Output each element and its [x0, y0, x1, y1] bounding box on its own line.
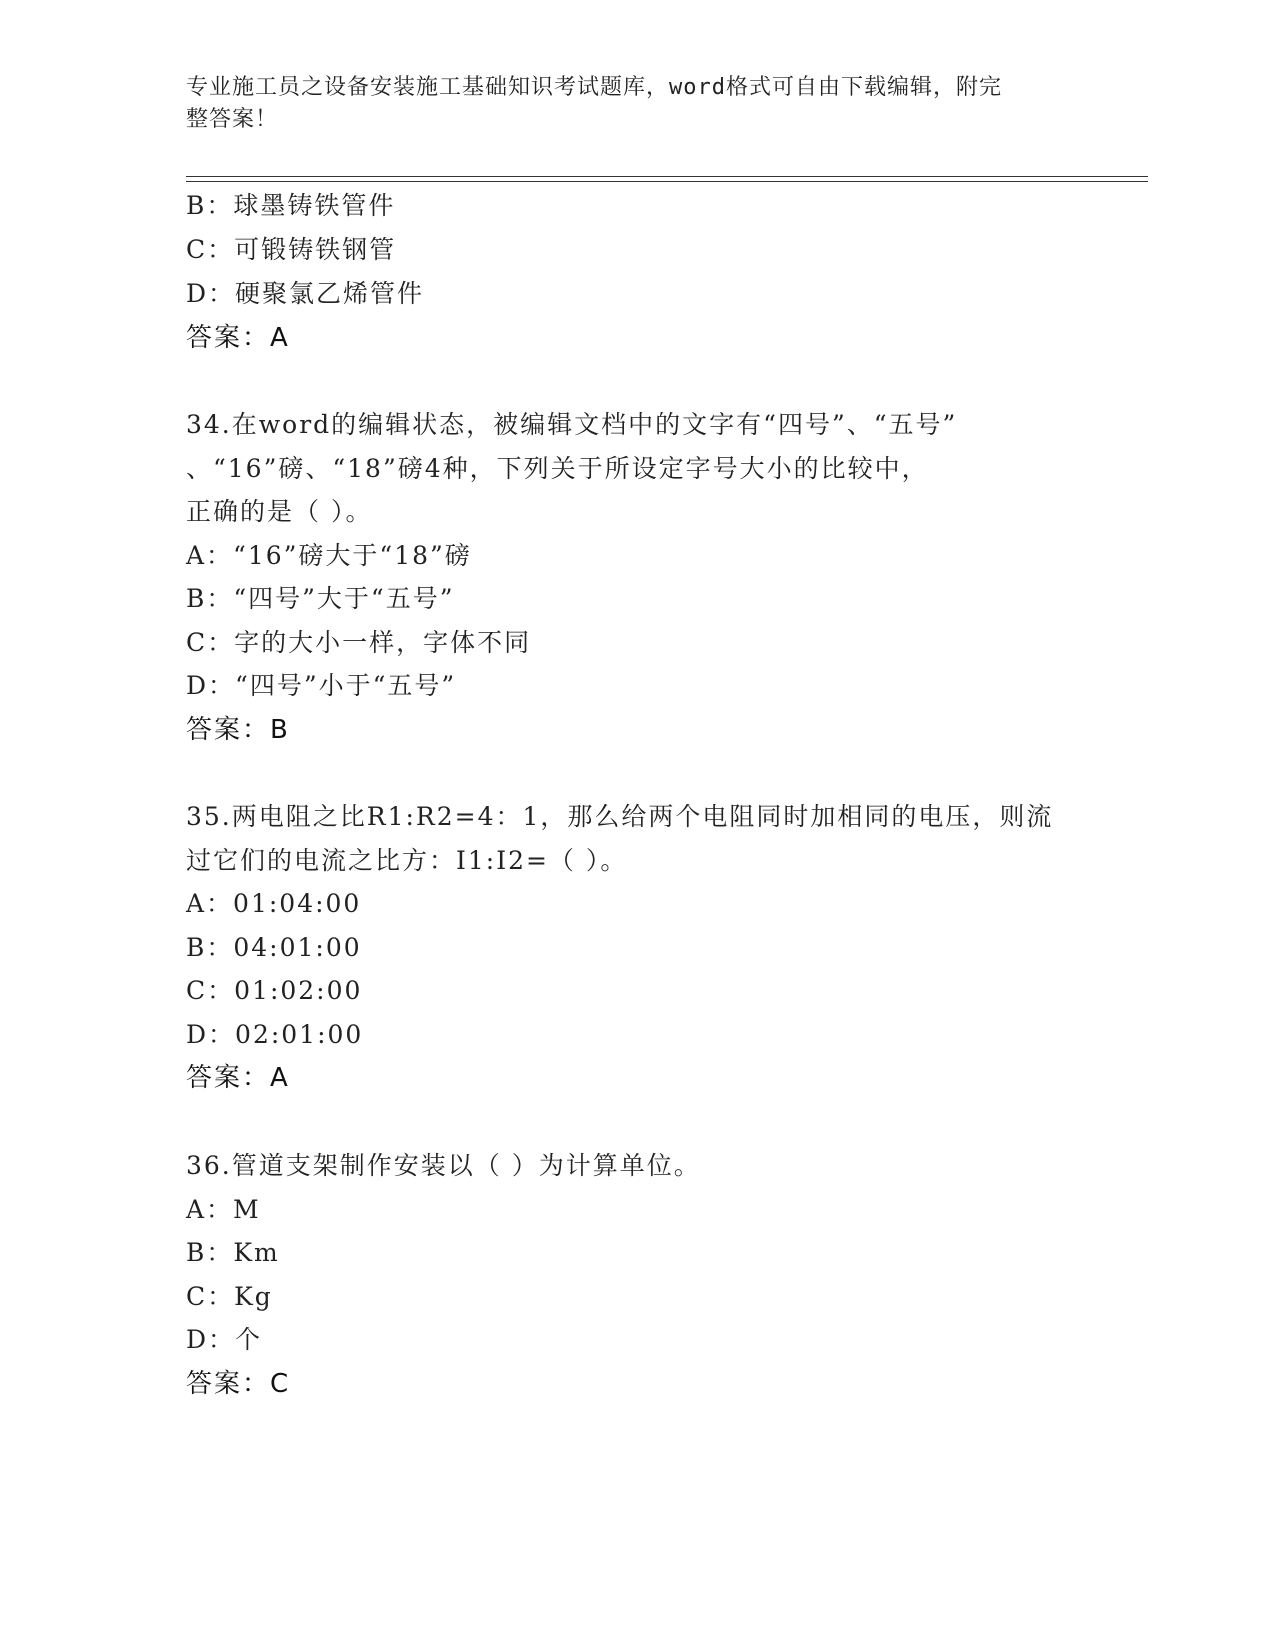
option-line: D：02:01:00 — [186, 1020, 364, 1049]
question-line: 36.管道支架制作安装以（ ）为计算单位。 — [186, 1151, 701, 1180]
option-line: B：球墨铸铁管件 — [186, 191, 396, 220]
answer-line: 答案：A — [186, 1063, 290, 1093]
option-line: B：Km — [186, 1238, 280, 1267]
question-line: 过它们的电流之比方：I1:I2=（ ）。 — [186, 846, 628, 875]
option-line: C：可锻铸铁钢管 — [186, 235, 397, 264]
question-line: 、“16”磅、“18”磅4种，下列关于所设定字号大小的比较中， — [186, 454, 929, 483]
question-line: 35.两电阻之比R1:R2=4：1，那么给两个电阻同时加相同的电压，则流 — [186, 802, 1054, 831]
option-line: C：字的大小一样，字体不同 — [186, 628, 532, 657]
option-line: D：硬聚氯乙烯管件 — [186, 279, 425, 308]
header-line: 整答案！ — [186, 107, 279, 132]
option-line: A：M — [186, 1195, 261, 1224]
option-line: C：Kg — [186, 1282, 273, 1311]
option-line: D：个 — [186, 1325, 263, 1354]
header-divider — [186, 176, 1148, 177]
document-header — [186, 72, 1066, 136]
answer-line: 答案：A — [186, 323, 290, 353]
question-line: 34.在word的编辑状态，被编辑文档中的文字有“四号”、“五号” — [186, 410, 958, 439]
answer-line: 答案：B — [186, 715, 290, 745]
option-line: D：“四号”小于“五号” — [186, 671, 457, 700]
question-line: 正确的是（ ）。 — [186, 497, 373, 526]
header-divider — [186, 181, 1148, 182]
option-line: B：04:01:00 — [186, 933, 362, 962]
header-line: 专业施工员之设备安装施工基础知识考试题库，word格式可自由下载编辑，附完 — [186, 75, 1002, 100]
option-line: C：01:02:00 — [186, 976, 363, 1005]
option-line: B：“四号”大于“五号” — [186, 584, 455, 613]
option-line: A：01:04:00 — [186, 889, 362, 918]
answer-line: 答案：C — [186, 1369, 291, 1399]
option-line: A：“16”磅大于“18”磅 — [186, 541, 472, 570]
